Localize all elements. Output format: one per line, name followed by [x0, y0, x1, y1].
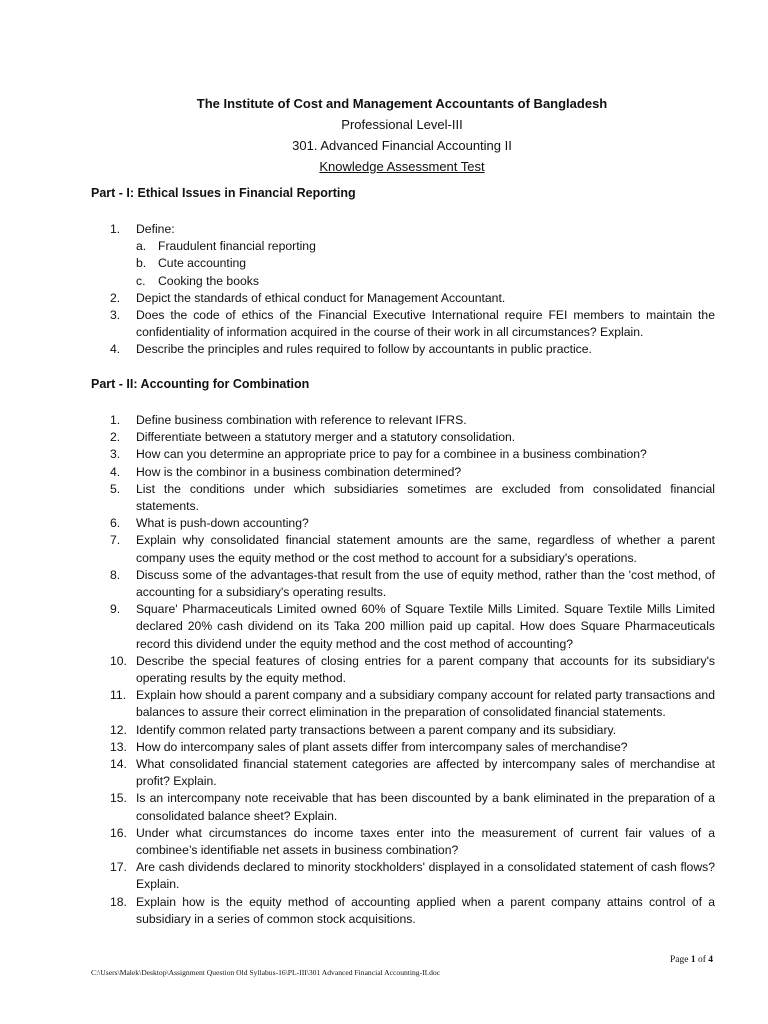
part-1-question-list	[0, 221, 768, 359]
question-number: 17.	[110, 860, 127, 875]
question-item	[0, 894, 768, 928]
question-text: Describe the principles and rules required to follow by accountants in public practice.	[136, 342, 592, 357]
question-text: What is push-down accounting?	[136, 516, 309, 531]
question-text: Identify common related party transactions between a parent company and its subsidiary.	[136, 722, 617, 737]
institute-name: The Institute of Cost and Management Accountants of Bangladesh	[196, 96, 608, 111]
question-number: 4.	[110, 464, 121, 479]
question-text: Is an intercompany note receivable that has been discounted by a bank eliminated in the preparation of a consolidated balance sheet? Explain.	[136, 791, 715, 823]
sub-question-item	[136, 255, 715, 272]
test-title: Knowledge Assessment Test	[319, 159, 485, 174]
question-item	[0, 429, 768, 446]
sub-question-item	[136, 273, 715, 290]
question-item	[0, 567, 768, 601]
question-number: 3.	[110, 308, 121, 323]
question-text: Are cash dividends declared to minority stockholders' displayed in a consolidated statement of cash flows? Explain.	[136, 860, 715, 892]
sub-question-text: Cooking the books	[158, 273, 259, 288]
sub-question-item	[136, 238, 715, 255]
question-text: Explain how should a parent company and a subsidiary company account for related party transactions and balances to assure their correct elimination in the preparation of consolidated financial statements.	[136, 688, 715, 720]
question-item	[0, 739, 768, 756]
question-number: 16.	[110, 825, 127, 840]
question-text: Explain why consolidated financial statement amounts are the same, regardless of whether a parent company uses the equity method or the cost method to account for a subsidiary's operations.	[136, 533, 715, 565]
question-number: 18.	[110, 894, 127, 909]
question-item	[0, 515, 768, 532]
question-item	[0, 859, 768, 893]
page-of: of	[697, 955, 706, 965]
question-item	[0, 412, 768, 429]
page-label: Page	[669, 955, 689, 965]
question-text: How can you determine an appropriate price to pay for a combinee in a business combination?	[136, 447, 647, 462]
question-text: Square' Pharmaceuticals Limited owned 60% of Square Textile Mills Limited. Square Textile Mills Limited declared 20% cash dividend on its Taka 200 million paid up capital. How does Square Pharmaceuticals record this dividend under the equity method and the cost method of accounting?	[136, 602, 715, 651]
question-item	[0, 532, 768, 566]
question-text: How do intercompany sales of plant assets differ from intercompany sales of merchandise?	[136, 739, 628, 754]
question-item	[0, 307, 768, 341]
question-text: Describe the special features of closing entries for a parent company that accounts for its subsidiary's operating results by the equity method.	[136, 653, 715, 686]
part-2-question-list	[0, 412, 768, 928]
question-number: 12.	[110, 722, 127, 737]
sub-question-text: Fraudulent financial reporting	[158, 239, 316, 254]
part-1-heading: Part - I: Ethical Issues in Financial Reporting	[91, 186, 356, 200]
question-number: 8.	[110, 567, 121, 582]
question-text: Under what circumstances do income taxes enter into the measurement of current fair values of a combinee’s identifiable net assets in business combination?	[136, 825, 715, 858]
question-number: 15.	[110, 791, 127, 806]
question-number: 13.	[110, 739, 127, 754]
question-item	[0, 722, 768, 739]
sub-question-letter: a.	[136, 239, 147, 254]
sub-question-text: Cute accounting	[158, 256, 247, 271]
question-item	[0, 601, 768, 653]
question-item	[0, 464, 768, 481]
question-text: Explain how is the equity method of accounting applied when a parent company attains control of a subsidiary in a series of common stock acquisitions.	[136, 894, 715, 926]
sub-question-list	[136, 238, 715, 290]
question-number: 11.	[110, 688, 127, 703]
question-number: 3.	[110, 447, 121, 462]
page-number	[670, 955, 713, 965]
question-number: 6.	[110, 516, 121, 531]
question-number: 4.	[110, 342, 121, 357]
question-text: List the conditions under which subsidiaries sometimes are excluded from consolidated financial statements.	[136, 481, 715, 514]
page-total: 4	[708, 955, 713, 965]
question-number: 10.	[110, 653, 127, 668]
question-text: Differentiate between a statutory merger and a statutory consolidation.	[136, 430, 516, 445]
question-text: Depict the standards of ethical conduct for Management Accountant.	[136, 290, 506, 305]
question-item	[0, 825, 768, 859]
question-number: 14.	[110, 757, 127, 772]
question-number: 7.	[110, 533, 121, 548]
question-number: 5.	[110, 481, 121, 496]
question-item	[0, 290, 768, 307]
question-item	[0, 653, 768, 687]
document-header	[0, 93, 768, 177]
professional-level: Professional Level-III	[341, 117, 463, 132]
course-title: 301. Advanced Financial Accounting II	[292, 138, 512, 153]
part-2-heading: Part - II: Accounting for Combination	[91, 377, 310, 391]
question-text: Define:	[136, 222, 175, 236]
question-number: 1.	[110, 222, 121, 236]
question-item	[0, 481, 768, 515]
question-number: 2.	[110, 430, 121, 445]
question-item	[0, 790, 768, 824]
question-item	[0, 756, 768, 790]
question-text: Does the code of ethics of the Financial Executive International require FEI members to maintain the confidentiality of information acquired in the course of their work in all circumstances? Explain.	[136, 308, 715, 340]
sub-question-letter: b.	[136, 256, 147, 271]
question-text: What consolidated financial statement categories are affected by intercompany sales of merchandise at profit? Explain.	[136, 757, 715, 789]
question-number: 2.	[110, 290, 121, 305]
question-number: 1.	[110, 413, 121, 427]
page-current: 1	[690, 955, 696, 965]
question-text: Define business combination with reference to relevant IFRS.	[136, 413, 467, 427]
question-text: How is the combinor in a business combination determined?	[136, 464, 462, 479]
file-path: C:\Users\Malek\Desktop\Assignment Question Old Syllabus-16\PL-III\301 Advanced Financial Accounting-II.doc	[91, 968, 441, 977]
question-item	[0, 446, 768, 463]
question-item	[0, 221, 768, 290]
question-number: 9.	[110, 602, 121, 617]
question-text: Discuss some of the advantages-that result from the use of equity method, rather than the 'cost method, of accounting for a subsidiary's operating results.	[136, 567, 715, 600]
question-item	[0, 341, 768, 358]
sub-question-letter: c.	[136, 273, 146, 288]
question-item	[0, 687, 768, 721]
